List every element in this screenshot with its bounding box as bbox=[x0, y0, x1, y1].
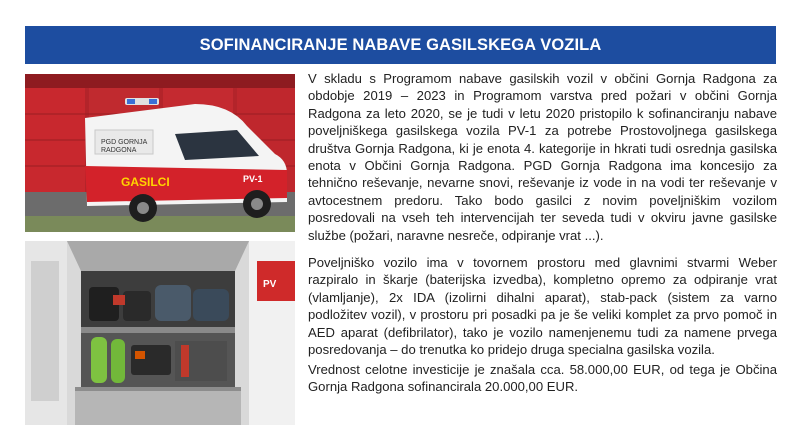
article-paragraph: V skladu s Programom nabave gasilskih vozil v občini Gornja Radgona za obdobje 2019 – 2023 in Programom varstva pred požari v občini Gornja Radgona za leto 2020, se je tudi v letu 2020 pristopilo k sofinanciranju nabave poveljniškega gasilskega vozila PV-1 za potrebe Prostovoljnega gasilskega društva Gornja Radgona, ki je enota 4. kategorije in hkrati tudi osrednja gasilska enota v Občini Gornja Radgona. PGD Gornja Radgona ima koncesijo za tehnično reševanje, nevarne snovi, reševanje iz vode in na vodi ter reševanje v avtocestnem predoru. Tako bodo gasilci z novim poveljniškim vozilom posredovali na vseh teh intervencijah ter seveda tudi v okviru javne gasilske službe (požari, naravne nesreče, odpiranje vrat ...). bbox=[308, 71, 777, 243]
svg-text:GASILCI: GASILCI bbox=[121, 175, 170, 189]
fire-vehicle-cargo-photo bbox=[25, 241, 295, 425]
article-paragraph: Poveljniško vozilo ima v tovornem prostoru med glavnimi stvarmi Weber razpiralo in škarje (baterijska izvedba), kompletno opremo za odpiranje vrat (vlamljanje), 2x IDA (izolirni dihalni aparat), stab-pack (sistem za varno podložitev vozil), v prostoru pri posadki pa je še veliki komplet za prvo pomoč in AED aparat (defibrilator), tako je vozilo namenjenemu tudi za namene prvega posredovanja – do trenutka ko pridejo druga specialna gasilska vozila. bbox=[308, 255, 777, 358]
svg-text:PV-1: PV-1 bbox=[243, 174, 263, 184]
article-body bbox=[308, 70, 777, 395]
page-title: SOFINANCIRANJE NABAVE GASILSKEGA VOZILA bbox=[199, 35, 602, 54]
header-banner bbox=[25, 26, 776, 64]
svg-text:PGD GORNJA: PGD GORNJA bbox=[101, 139, 148, 146]
svg-text:PV: PV bbox=[263, 279, 277, 290]
article-paragraph: Vrednost celotne investicije je znašala cca. 58.000,00 EUR, od tega je Občina Gornja Radgona sofinancirala 20.000,00 EUR. bbox=[308, 361, 777, 394]
svg-text:RADGONA: RADGONA bbox=[101, 147, 137, 154]
fire-vehicle-exterior-photo bbox=[25, 74, 295, 232]
